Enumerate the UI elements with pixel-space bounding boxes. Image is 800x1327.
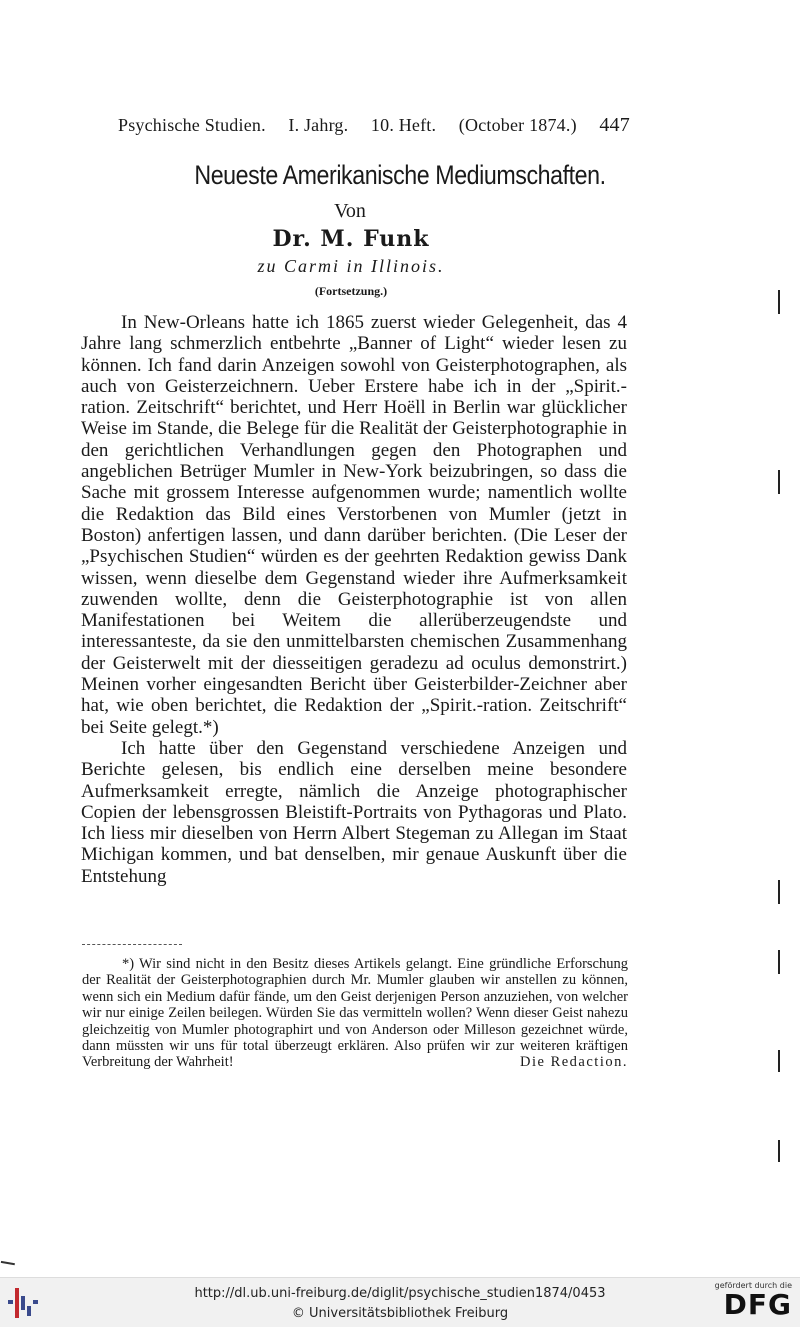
margin-mark xyxy=(778,290,780,314)
paragraph-2: Ich hatte über den Gegenstand verschiedene Anzeigen und Berichte gelesen, bis endlich eine derselben meine besondere Aufmerksamkeit erregte, nämlich die Anzeige photographischer Copien der lebensgrossen Bleistift-Portraits von Pythagoras und Plato. Ich liess mir dieselben von Herrn Albert Stegeman zu Allegan im Staat Michigan kommen, und bat denselben, mir genaue Auskunft über die Entstehung xyxy=(81,737,627,887)
article-title: Neueste Amerikanische Mediumschaften. xyxy=(194,160,606,190)
volume: I. Jahrg. xyxy=(288,115,349,135)
footnote-text: *) Wir sind nicht in den Besitz dieses Artikels gelangt. Eine gründliche Erforschung der Realität der Geisterphotographien durch Mr. Mumler glauben wir anstellen zu können, wenn sich ein Medium dafür fände, um den Geist derjenigen Person anzuziehen, von welcher wir nur einige Zeilen beilegen. Würden Sie das vermitteln wollen? Wenn dieser Geist nahezu gleichzeitig von Mumler photographirt und von Anderson oder Milleson gezeichnet würde, dann müssten wir uns für total überzeugt erklären. Also prüfen wir zur weiteren kräftigen Verbreitung der Wahrheit! xyxy=(82,956,628,1071)
article-body xyxy=(81,312,627,887)
copyright: © Universitätsbibliothek Freiburg xyxy=(291,1306,509,1321)
margin-mark xyxy=(778,880,780,904)
byline-von: Von xyxy=(334,200,366,222)
issue: 10. Heft. xyxy=(370,115,437,135)
margin-mark xyxy=(778,1050,780,1072)
footnote xyxy=(82,956,628,1071)
footnote-rule xyxy=(82,944,182,945)
journal-name: Psychische Studien. xyxy=(118,115,266,135)
margin-mark xyxy=(778,950,780,974)
margin-mark xyxy=(778,1140,780,1162)
document-url[interactable]: http://dl.ub.uni-freiburg.de/diglit/psychische_studien1874/0453 xyxy=(194,1286,606,1301)
running-header xyxy=(118,114,630,137)
margin-mark xyxy=(778,470,780,494)
author-name: Dr. M. Funk xyxy=(272,226,430,252)
footnote-signature: Die Redaction. xyxy=(520,1054,628,1071)
paragraph-1: In New-Orleans hatte ich 1865 zuerst wieder Gelegenheit, das 4 Jahre lang schmerzlich entbehrte „Banner of Light“ wieder lesen zu können. Ich fand darin Anzeigen sowohl von Geisterphotographen, als auch von Geisterzeichnern. Ueber Erstere habe ich in der „Spirit.-ration. Zeitschrift“ berichtet, und Herr Hoëll in Berlin war glücklicher Weise im Stande, die Belege für die Realität der Geisterphotographie in den gerichtlichen Verhandlungen gegen den Photographen und angeblichen Betrüger Mumler in New-York beizubringen, so dass die Sache mit grossem Interesse aufgenommen wurde; namentlich wollte die Redaktion das Bild eines Verstorbenen von Mumler (jetzt in Boston) anfertigen lassen, und dann darüber berichten. (Die Leser der „Psychischen Studien“ würden es der geehrten Redaktion gewiss Dank wissen, wenn dieselbe dem Gegenstand wieder ihre Aufmerksamkeit zuwenden wollte, denn die Geisterphotographie ist von allen Manifestationen bei Weitem die allerüberzeugendste und interessanteste, da sie den unmittelbarsten chemischen Zusammenhang der Geisterwelt mit der diesseitigen geradezu ad oculus demonstrirt.) Meinen vorher eingesandten Bericht über Geisterbilder-Zeichner aber hat, wie oben berichtet, die Redaktion der „Spirit.-ration. Zeitschrift“ bei Seite gelegt.*) xyxy=(81,312,627,738)
dfg-logo-icon xyxy=(715,1281,792,1320)
funder-logo-text: DFG xyxy=(723,1288,792,1321)
continued-note: (Fortsetzung.) xyxy=(314,284,388,298)
author-place: zu Carmi in Illinois. xyxy=(257,256,445,276)
page-number: 447 xyxy=(599,114,630,136)
issue-date: (October 1874.) xyxy=(458,115,577,135)
funder-caption: gefördert durch die xyxy=(714,1281,792,1290)
footer-bar xyxy=(0,1277,800,1327)
page-edge-mark xyxy=(0,1261,15,1275)
